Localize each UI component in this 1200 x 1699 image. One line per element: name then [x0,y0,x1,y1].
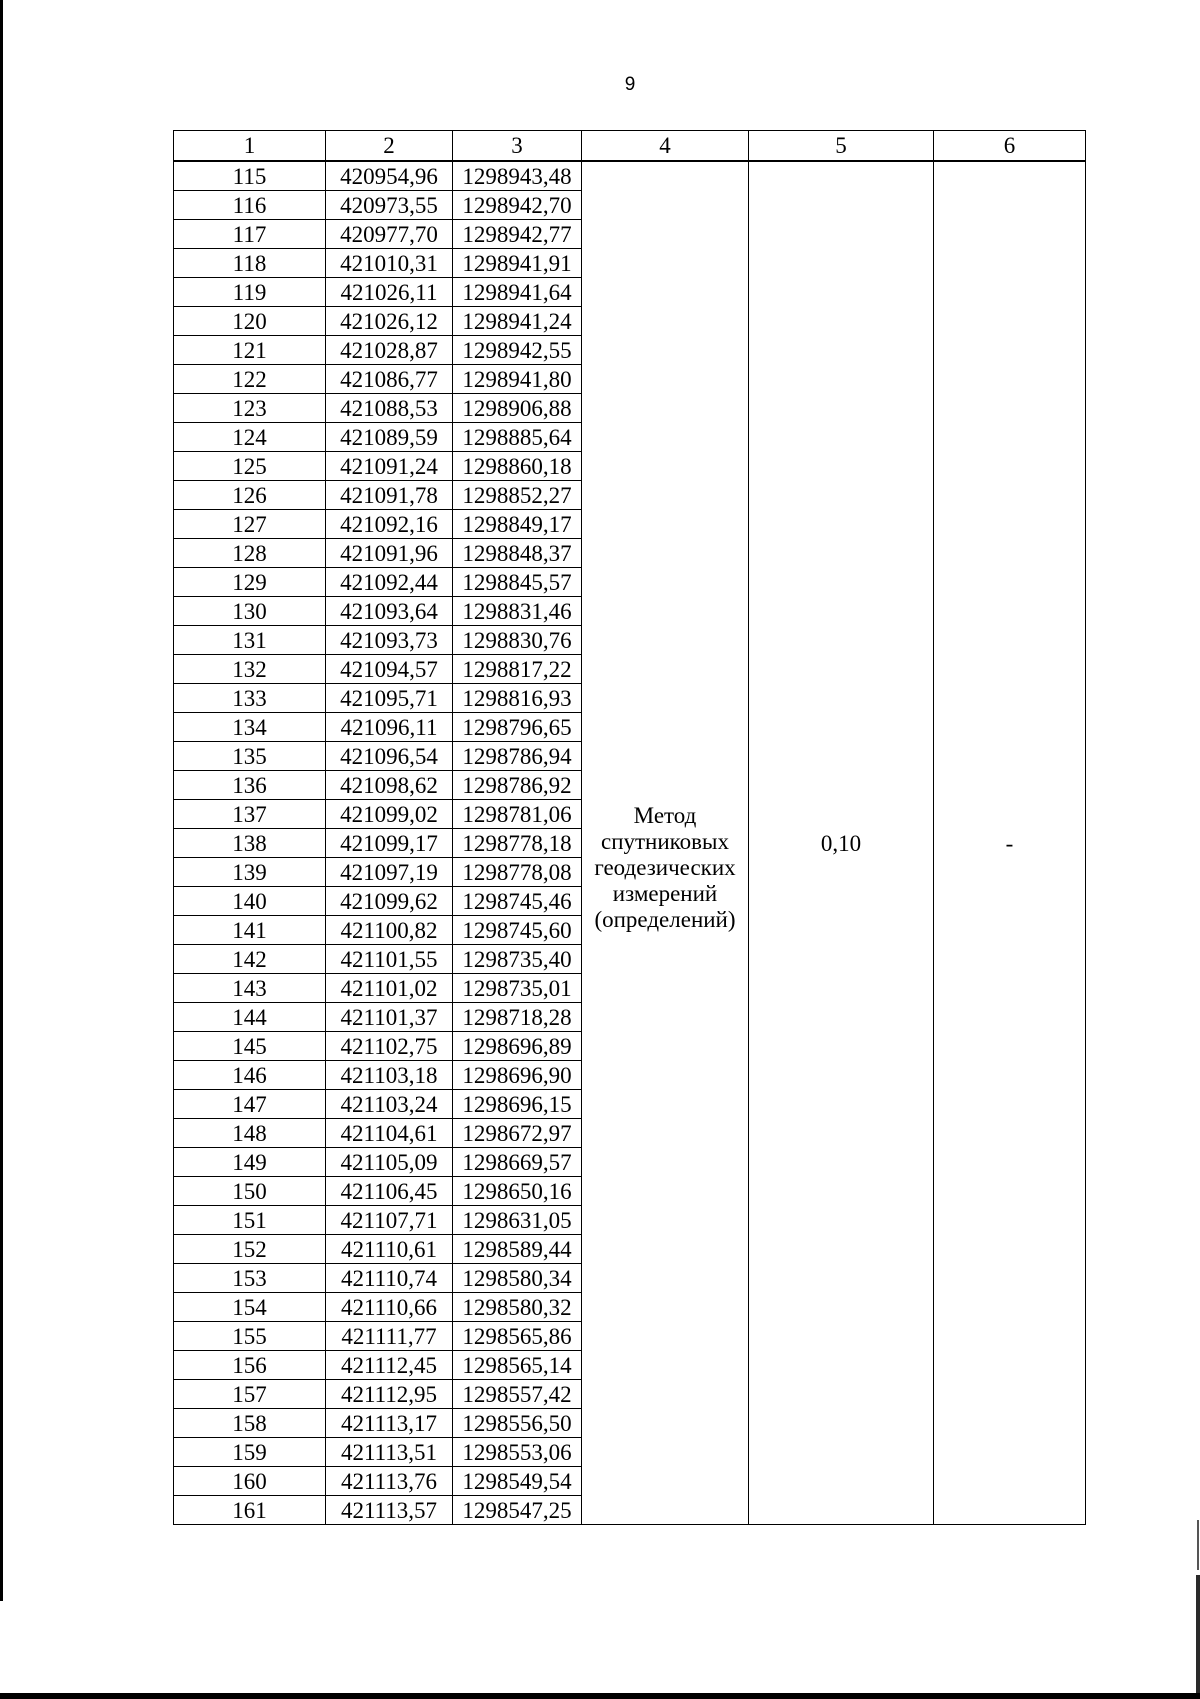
y-coordinate-cell: 1298943,48 [453,161,582,191]
x-coordinate-cell: 421086,77 [326,365,453,394]
point-number-cell: 160 [174,1467,326,1496]
point-number-cell: 117 [174,220,326,249]
x-coordinate-cell: 420954,96 [326,161,453,191]
point-number-cell: 129 [174,568,326,597]
method-cell [582,161,749,1525]
point-number-cell: 119 [174,278,326,307]
y-coordinate-cell: 1298589,44 [453,1235,582,1264]
y-coordinate-cell: 1298831,46 [453,597,582,626]
x-coordinate-cell: 421110,61 [326,1235,453,1264]
y-coordinate-cell: 1298941,64 [453,278,582,307]
x-coordinate-cell: 421101,02 [326,974,453,1003]
x-coordinate-cell: 421106,45 [326,1177,453,1206]
point-number-cell: 135 [174,742,326,771]
y-coordinate-cell: 1298547,25 [453,1496,582,1525]
x-coordinate-cell: 421113,51 [326,1438,453,1467]
x-coordinate-cell: 421026,12 [326,307,453,336]
accuracy-cell: 0,10 [749,161,934,1525]
x-coordinate-cell: 421026,11 [326,278,453,307]
point-number-cell: 121 [174,336,326,365]
y-coordinate-cell: 1298849,17 [453,510,582,539]
coordinates-table [173,130,1086,1525]
y-coordinate-cell: 1298796,65 [453,713,582,742]
x-coordinate-cell: 421113,76 [326,1467,453,1496]
point-number-cell: 123 [174,394,326,423]
point-number-cell: 143 [174,974,326,1003]
point-number-cell: 155 [174,1322,326,1351]
y-coordinate-cell: 1298565,86 [453,1322,582,1351]
point-number-cell: 137 [174,800,326,829]
x-coordinate-cell: 421100,82 [326,916,453,945]
point-number-cell: 157 [174,1380,326,1409]
x-coordinate-cell: 421099,62 [326,887,453,916]
point-number-cell: 142 [174,945,326,974]
point-number-cell: 158 [174,1409,326,1438]
y-coordinate-cell: 1298942,70 [453,191,582,220]
point-number-cell: 159 [174,1438,326,1467]
y-coordinate-cell: 1298816,93 [453,684,582,713]
x-coordinate-cell: 421099,02 [326,800,453,829]
y-coordinate-cell: 1298845,57 [453,568,582,597]
y-coordinate-cell: 1298580,32 [453,1293,582,1322]
x-coordinate-cell: 421111,77 [326,1322,453,1351]
point-number-cell: 132 [174,655,326,684]
x-coordinate-cell: 421093,73 [326,626,453,655]
point-number-cell: 134 [174,713,326,742]
y-coordinate-cell: 1298549,54 [453,1467,582,1496]
point-number-cell: 151 [174,1206,326,1235]
y-coordinate-cell: 1298778,18 [453,829,582,858]
method-line: спутниковых [600,829,729,854]
point-number-cell: 141 [174,916,326,945]
point-number-cell: 116 [174,191,326,220]
method-line: Метод [633,803,697,828]
y-coordinate-cell: 1298848,37 [453,539,582,568]
point-number-cell: 145 [174,1032,326,1061]
y-coordinate-cell: 1298942,55 [453,336,582,365]
x-coordinate-cell: 421094,57 [326,655,453,684]
header-cell: 4 [582,131,749,162]
y-coordinate-cell: 1298942,77 [453,220,582,249]
header-cell: 5 [749,131,934,162]
page-number: 9 [624,74,636,95]
scan-right-edge-mark [1197,1520,1199,1570]
y-coordinate-cell: 1298885,64 [453,423,582,452]
point-number-cell: 153 [174,1264,326,1293]
point-number-cell: 150 [174,1177,326,1206]
y-coordinate-cell: 1298696,15 [453,1090,582,1119]
point-number-cell: 146 [174,1061,326,1090]
x-coordinate-cell: 421110,74 [326,1264,453,1293]
point-number-cell: 140 [174,887,326,916]
point-number-cell: 127 [174,510,326,539]
y-coordinate-cell: 1298557,42 [453,1380,582,1409]
y-coordinate-cell: 1298556,50 [453,1409,582,1438]
x-coordinate-cell: 421093,64 [326,597,453,626]
y-coordinate-cell: 1298631,05 [453,1206,582,1235]
x-coordinate-cell: 421101,55 [326,945,453,974]
scan-bottom-edge [0,1693,1200,1699]
y-coordinate-cell: 1298669,57 [453,1148,582,1177]
x-coordinate-cell: 421113,17 [326,1409,453,1438]
point-number-cell: 125 [174,452,326,481]
point-number-cell: 122 [174,365,326,394]
y-coordinate-cell: 1298696,89 [453,1032,582,1061]
y-coordinate-cell: 1298786,92 [453,771,582,800]
x-coordinate-cell: 421101,37 [326,1003,453,1032]
point-number-cell: 156 [174,1351,326,1380]
y-coordinate-cell: 1298650,16 [453,1177,582,1206]
point-number-cell: 136 [174,771,326,800]
y-coordinate-cell: 1298718,28 [453,1003,582,1032]
y-coordinate-cell: 1298580,34 [453,1264,582,1293]
x-coordinate-cell: 421110,66 [326,1293,453,1322]
point-number-cell: 128 [174,539,326,568]
header-row [174,131,1086,162]
point-number-cell: 147 [174,1090,326,1119]
y-coordinate-cell: 1298696,90 [453,1061,582,1090]
scan-right-edge [1196,1575,1200,1699]
y-coordinate-cell: 1298565,14 [453,1351,582,1380]
point-number-cell: 120 [174,307,326,336]
y-coordinate-cell: 1298745,60 [453,916,582,945]
point-number-cell: 133 [174,684,326,713]
x-coordinate-cell: 421028,87 [326,336,453,365]
x-coordinate-cell: 421096,54 [326,742,453,771]
point-number-cell: 131 [174,626,326,655]
x-coordinate-cell: 421091,96 [326,539,453,568]
x-coordinate-cell: 421103,18 [326,1061,453,1090]
y-coordinate-cell: 1298553,06 [453,1438,582,1467]
point-number-cell: 152 [174,1235,326,1264]
y-coordinate-cell: 1298786,94 [453,742,582,771]
x-coordinate-cell: 421099,17 [326,829,453,858]
point-number-cell: 115 [174,161,326,191]
y-coordinate-cell: 1298941,24 [453,307,582,336]
x-coordinate-cell: 421095,71 [326,684,453,713]
x-coordinate-cell: 421091,24 [326,452,453,481]
y-coordinate-cell: 1298906,88 [453,394,582,423]
x-coordinate-cell: 421091,78 [326,481,453,510]
header-cell: 6 [934,131,1086,162]
x-coordinate-cell: 421112,45 [326,1351,453,1380]
header-cell: 1 [174,131,326,162]
table-row [174,161,1086,191]
x-coordinate-cell: 421088,53 [326,394,453,423]
x-coordinate-cell: 421105,09 [326,1148,453,1177]
y-coordinate-cell: 1298941,80 [453,365,582,394]
x-coordinate-cell: 421092,16 [326,510,453,539]
scan-left-edge [0,0,3,1601]
point-number-cell: 118 [174,249,326,278]
x-coordinate-cell: 421104,61 [326,1119,453,1148]
y-coordinate-cell: 1298745,46 [453,887,582,916]
method-line: (определений) [594,907,736,932]
y-coordinate-cell: 1298941,91 [453,249,582,278]
x-coordinate-cell: 421010,31 [326,249,453,278]
y-coordinate-cell: 1298735,01 [453,974,582,1003]
y-coordinate-cell: 1298735,40 [453,945,582,974]
point-number-cell: 130 [174,597,326,626]
y-coordinate-cell: 1298781,06 [453,800,582,829]
x-coordinate-cell: 421098,62 [326,771,453,800]
x-coordinate-cell: 421107,71 [326,1206,453,1235]
x-coordinate-cell: 421089,59 [326,423,453,452]
point-number-cell: 138 [174,829,326,858]
coordinates-table-body [174,131,1086,1525]
x-coordinate-cell: 421102,75 [326,1032,453,1061]
point-number-cell: 139 [174,858,326,887]
y-coordinate-cell: 1298830,76 [453,626,582,655]
y-coordinate-cell: 1298860,18 [453,452,582,481]
x-coordinate-cell: 421092,44 [326,568,453,597]
y-coordinate-cell: 1298817,22 [453,655,582,684]
point-number-cell: 154 [174,1293,326,1322]
method-text [582,753,748,933]
point-number-cell: 144 [174,1003,326,1032]
x-coordinate-cell: 420973,55 [326,191,453,220]
point-number-cell: 148 [174,1119,326,1148]
x-coordinate-cell: 420977,70 [326,220,453,249]
x-coordinate-cell: 421096,11 [326,713,453,742]
method-line: геодезических [594,855,736,880]
point-number-cell: 149 [174,1148,326,1177]
note-cell: - [934,161,1086,1525]
header-cell: 3 [453,131,582,162]
y-coordinate-cell: 1298852,27 [453,481,582,510]
y-coordinate-cell: 1298778,08 [453,858,582,887]
x-coordinate-cell: 421112,95 [326,1380,453,1409]
method-line: измерений [612,881,718,906]
point-number-cell: 161 [174,1496,326,1525]
x-coordinate-cell: 421113,57 [326,1496,453,1525]
point-number-cell: 126 [174,481,326,510]
y-coordinate-cell: 1298672,97 [453,1119,582,1148]
point-number-cell: 124 [174,423,326,452]
header-cell: 2 [326,131,453,162]
x-coordinate-cell: 421097,19 [326,858,453,887]
x-coordinate-cell: 421103,24 [326,1090,453,1119]
